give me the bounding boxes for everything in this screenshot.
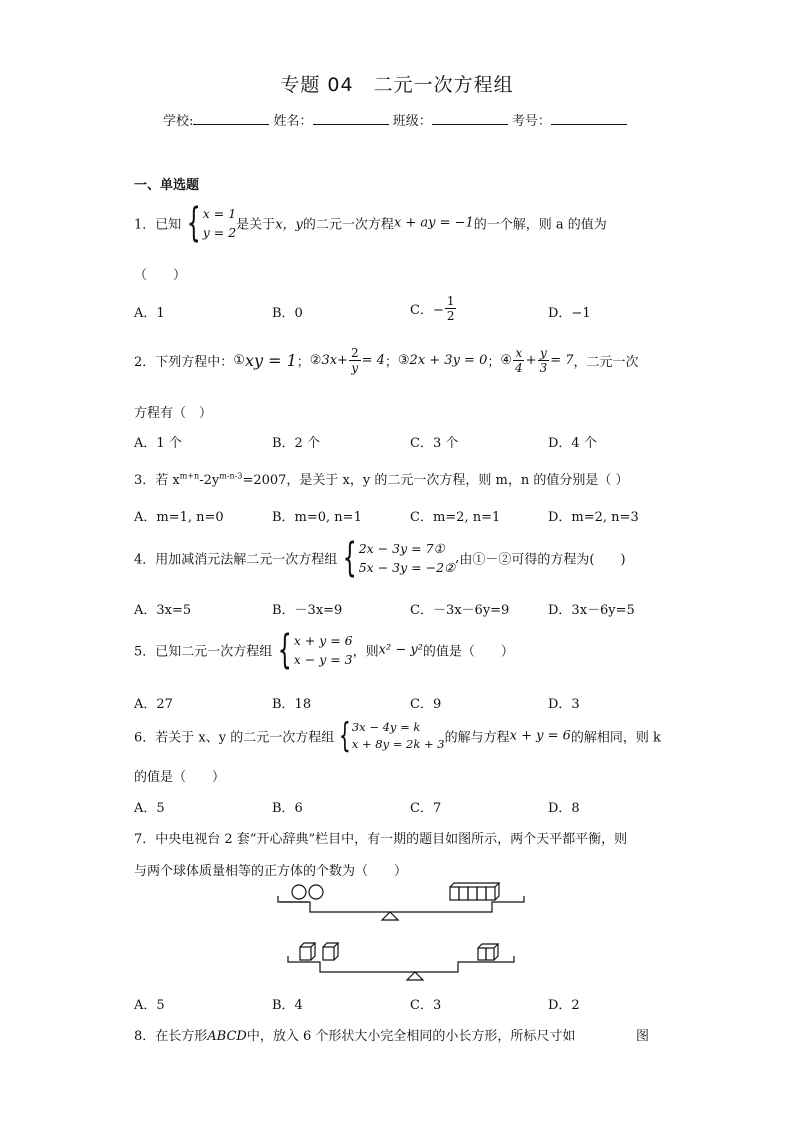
q7-option-b[interactable]: B．4 xyxy=(272,998,303,1013)
sphere-icon xyxy=(292,885,306,899)
q6-system xyxy=(334,716,444,756)
plus-sign: + xyxy=(525,353,537,368)
q5-option-a[interactable]: A．27 xyxy=(134,697,173,712)
q2-item-1: xy = 1 xyxy=(244,351,297,370)
q2-item-4-rhs: = 7 xyxy=(550,353,574,368)
q6-option-b[interactable]: B．6 xyxy=(272,801,303,816)
q1-option-c[interactable] xyxy=(410,294,457,323)
q5-tail: 的值是（ ） xyxy=(422,644,514,660)
q2-option-b[interactable]: B．2 个 xyxy=(272,436,320,451)
number-label: 考号： xyxy=(511,114,551,129)
q6-line-2: 的值是（ ） xyxy=(134,770,226,785)
q4-system-row-2: 5x − 3y = −2② xyxy=(358,560,456,575)
q3-exponent-2: m-n-3 xyxy=(219,471,243,481)
q5-system xyxy=(272,627,353,673)
q1-option-c-fraction xyxy=(445,294,457,323)
question-2 xyxy=(134,346,639,375)
q2-item-4-fraction-a xyxy=(513,346,525,375)
q6-text: 6．若关于 x、y 的二元一次方程组 xyxy=(134,730,335,746)
q8-text: 8．在长方形 xyxy=(134,1029,208,1044)
q4-system-row-1: 2x − 3y = 7① xyxy=(358,541,445,556)
q6-tail: 的解相同，则 k xyxy=(570,730,661,746)
q1-system-row-2: y = 2 xyxy=(202,225,237,240)
fraction-numerator: x xyxy=(515,346,523,360)
q4-option-a[interactable]: A．3x=5 xyxy=(134,603,192,618)
q3-exponent-1: m+n xyxy=(179,471,200,481)
fraction-numerator: 2 xyxy=(350,346,359,360)
name-label: 姓名： xyxy=(273,114,313,129)
q1-option-a[interactable]: A．1 xyxy=(134,306,165,321)
q6-system-row-1: 3x − 4y = k xyxy=(351,720,421,734)
q1-equation: x + ay = −1 xyxy=(393,215,474,231)
separator: ； xyxy=(296,355,310,370)
q6-equation: x + y = 6 xyxy=(509,728,571,744)
q4-tail: 由①－②可得的方程为( ) xyxy=(459,552,626,568)
page-title: 专题 04 二元一次方程组 xyxy=(280,74,514,96)
q5-text: 5．已知二元一次方程组 xyxy=(134,644,273,660)
q4-comma: , xyxy=(455,550,460,566)
q1-text-1: 是关于 xyxy=(236,217,276,233)
q3-option-b[interactable]: B．m=0, n=1 xyxy=(272,510,362,525)
brace-icon: { xyxy=(339,716,351,756)
separator: ； xyxy=(487,355,501,370)
q4-option-d[interactable]: D．3x－6y=5 xyxy=(548,603,635,618)
q5-expression: x² − y² xyxy=(378,642,423,658)
q4-system xyxy=(337,535,456,581)
balance-scales-figure xyxy=(270,878,530,990)
brace-icon: { xyxy=(343,535,358,581)
q2-number: 2．下列方程中： xyxy=(134,355,234,370)
q3-option-d[interactable]: D．m=2, n=3 xyxy=(548,510,639,525)
question-4 xyxy=(134,535,626,581)
q4-option-b[interactable]: B．－3x=9 xyxy=(272,603,343,618)
brace-icon: { xyxy=(187,200,202,246)
q2-item-3-marker: ③ xyxy=(397,353,410,368)
q3-option-a[interactable]: A．m=1, n=0 xyxy=(134,510,224,525)
q4-option-c[interactable]: C．－3x－6y=9 xyxy=(410,603,510,618)
q6-option-d[interactable]: D．8 xyxy=(548,801,580,816)
q2-option-a[interactable]: A．1 个 xyxy=(134,436,182,451)
q6-option-a[interactable]: A．5 xyxy=(134,801,165,816)
q6-middle: 的解与方程 xyxy=(444,730,510,746)
fraction-denominator: 4 xyxy=(515,361,523,375)
q6-system-row-2: x + 8y = 2k + 3 xyxy=(351,737,445,751)
cube-group-icon xyxy=(478,944,498,960)
fraction-numerator: 1 xyxy=(446,294,455,308)
fraction-denominator: 3 xyxy=(539,361,548,375)
q3-option-c[interactable]: C．m=2, n=1 xyxy=(410,510,501,525)
q5-system-row-2: x − y = 3 xyxy=(293,652,353,667)
q8-tail: 中，放入 6 个形状大小完全相同的小长方形，所标尺寸如 xyxy=(246,1029,576,1044)
q5-middle: ，则 xyxy=(352,644,379,660)
question-6 xyxy=(134,716,661,756)
cube-group-icon xyxy=(300,943,338,960)
q7-option-d[interactable]: D．2 xyxy=(548,998,580,1013)
q2-item-1-marker: ① xyxy=(233,353,245,368)
q7-option-a[interactable]: A．5 xyxy=(134,998,165,1013)
class-label: 班级： xyxy=(392,114,432,129)
q2-item-2-fraction xyxy=(349,346,361,375)
q2-item-4-fraction-b xyxy=(538,346,550,375)
name-field[interactable] xyxy=(313,112,389,125)
q1-answer-paren: （ ） xyxy=(134,268,187,283)
q5-option-d[interactable]: D．3 xyxy=(548,697,580,712)
q6-option-c[interactable]: C．7 xyxy=(410,801,442,816)
q1-system-row-1: x = 1 xyxy=(202,206,237,221)
q1-option-d[interactable]: D．−1 xyxy=(548,306,591,321)
header-info-line xyxy=(163,110,627,129)
question-5 xyxy=(134,627,514,673)
q1-text-2: 的二元一次方程 xyxy=(302,217,394,233)
q8-rectangle-name: ABCD xyxy=(207,1029,247,1044)
q7-option-c[interactable]: C．3 xyxy=(410,998,442,1013)
upper-balance xyxy=(278,883,524,920)
q2-line-2: 方程有（ ） xyxy=(134,406,213,421)
brace-icon: { xyxy=(278,627,293,673)
fulcrum-icon xyxy=(407,972,423,980)
q2-item-2-b: = 4 xyxy=(361,353,385,368)
q5-option-c[interactable]: C．9 xyxy=(410,697,442,712)
q2-item-3: 2x + 3y = 0 xyxy=(409,353,488,368)
school-label: 学校: xyxy=(163,114,194,129)
cube-group-icon xyxy=(450,883,499,900)
q2-item-4-marker: ④ xyxy=(500,353,513,368)
question-8 xyxy=(134,1025,575,1044)
q7-line-2: 与两个球体质量相等的正方体的个数为（ ） xyxy=(134,864,408,879)
q7-line-1: 7．中央电视台 2 套“开心辞典”栏目中，有一期的题目如图所示，两个天平都平衡，则 xyxy=(134,832,628,847)
q1-text-3: 的一个解，则 a 的值为 xyxy=(473,217,607,233)
q2-item-2-a: 3x+ xyxy=(321,353,348,368)
fulcrum-icon xyxy=(382,912,398,920)
q2-tail: ，二元一次 xyxy=(573,355,639,370)
q5-system-row-1: x + y = 6 xyxy=(293,633,353,648)
fraction-denominator: 2 xyxy=(446,309,455,323)
school-field[interactable] xyxy=(193,112,269,125)
q1-option-b[interactable]: B．0 xyxy=(272,306,303,321)
number-field[interactable] xyxy=(551,112,627,125)
q2-item-2-marker: ② xyxy=(309,353,322,368)
q1-number: 1．已知 xyxy=(134,217,182,233)
section-heading: 一、单选题 xyxy=(134,178,200,193)
q3-prefix: 3．若 x xyxy=(134,473,180,488)
separator: ； xyxy=(384,355,398,370)
sphere-icon xyxy=(309,885,323,899)
lower-balance xyxy=(288,943,514,980)
question-3 xyxy=(134,469,628,488)
q1-vars: x，y xyxy=(275,217,303,233)
q2-option-d[interactable]: D．4 个 xyxy=(548,436,597,451)
q4-text: 4．用加减消元法解二元一次方程组 xyxy=(134,552,338,568)
q3-middle: -2y xyxy=(199,473,220,488)
q8-figure-ref: 图 xyxy=(636,1029,650,1044)
q1-system xyxy=(181,200,237,246)
fraction-denominator: y xyxy=(351,361,359,375)
question-1 xyxy=(134,200,607,246)
q1-option-c-label: C．− xyxy=(410,303,444,318)
q2-option-c[interactable]: C．3 个 xyxy=(410,436,459,451)
fraction-numerator: y xyxy=(540,346,547,360)
class-field[interactable] xyxy=(432,112,508,125)
q3-text: =2007，是关于 x，y 的二元一次方程，则 m，n 的值分别是（ ） xyxy=(242,473,629,488)
q5-option-b[interactable]: B．18 xyxy=(272,697,312,712)
